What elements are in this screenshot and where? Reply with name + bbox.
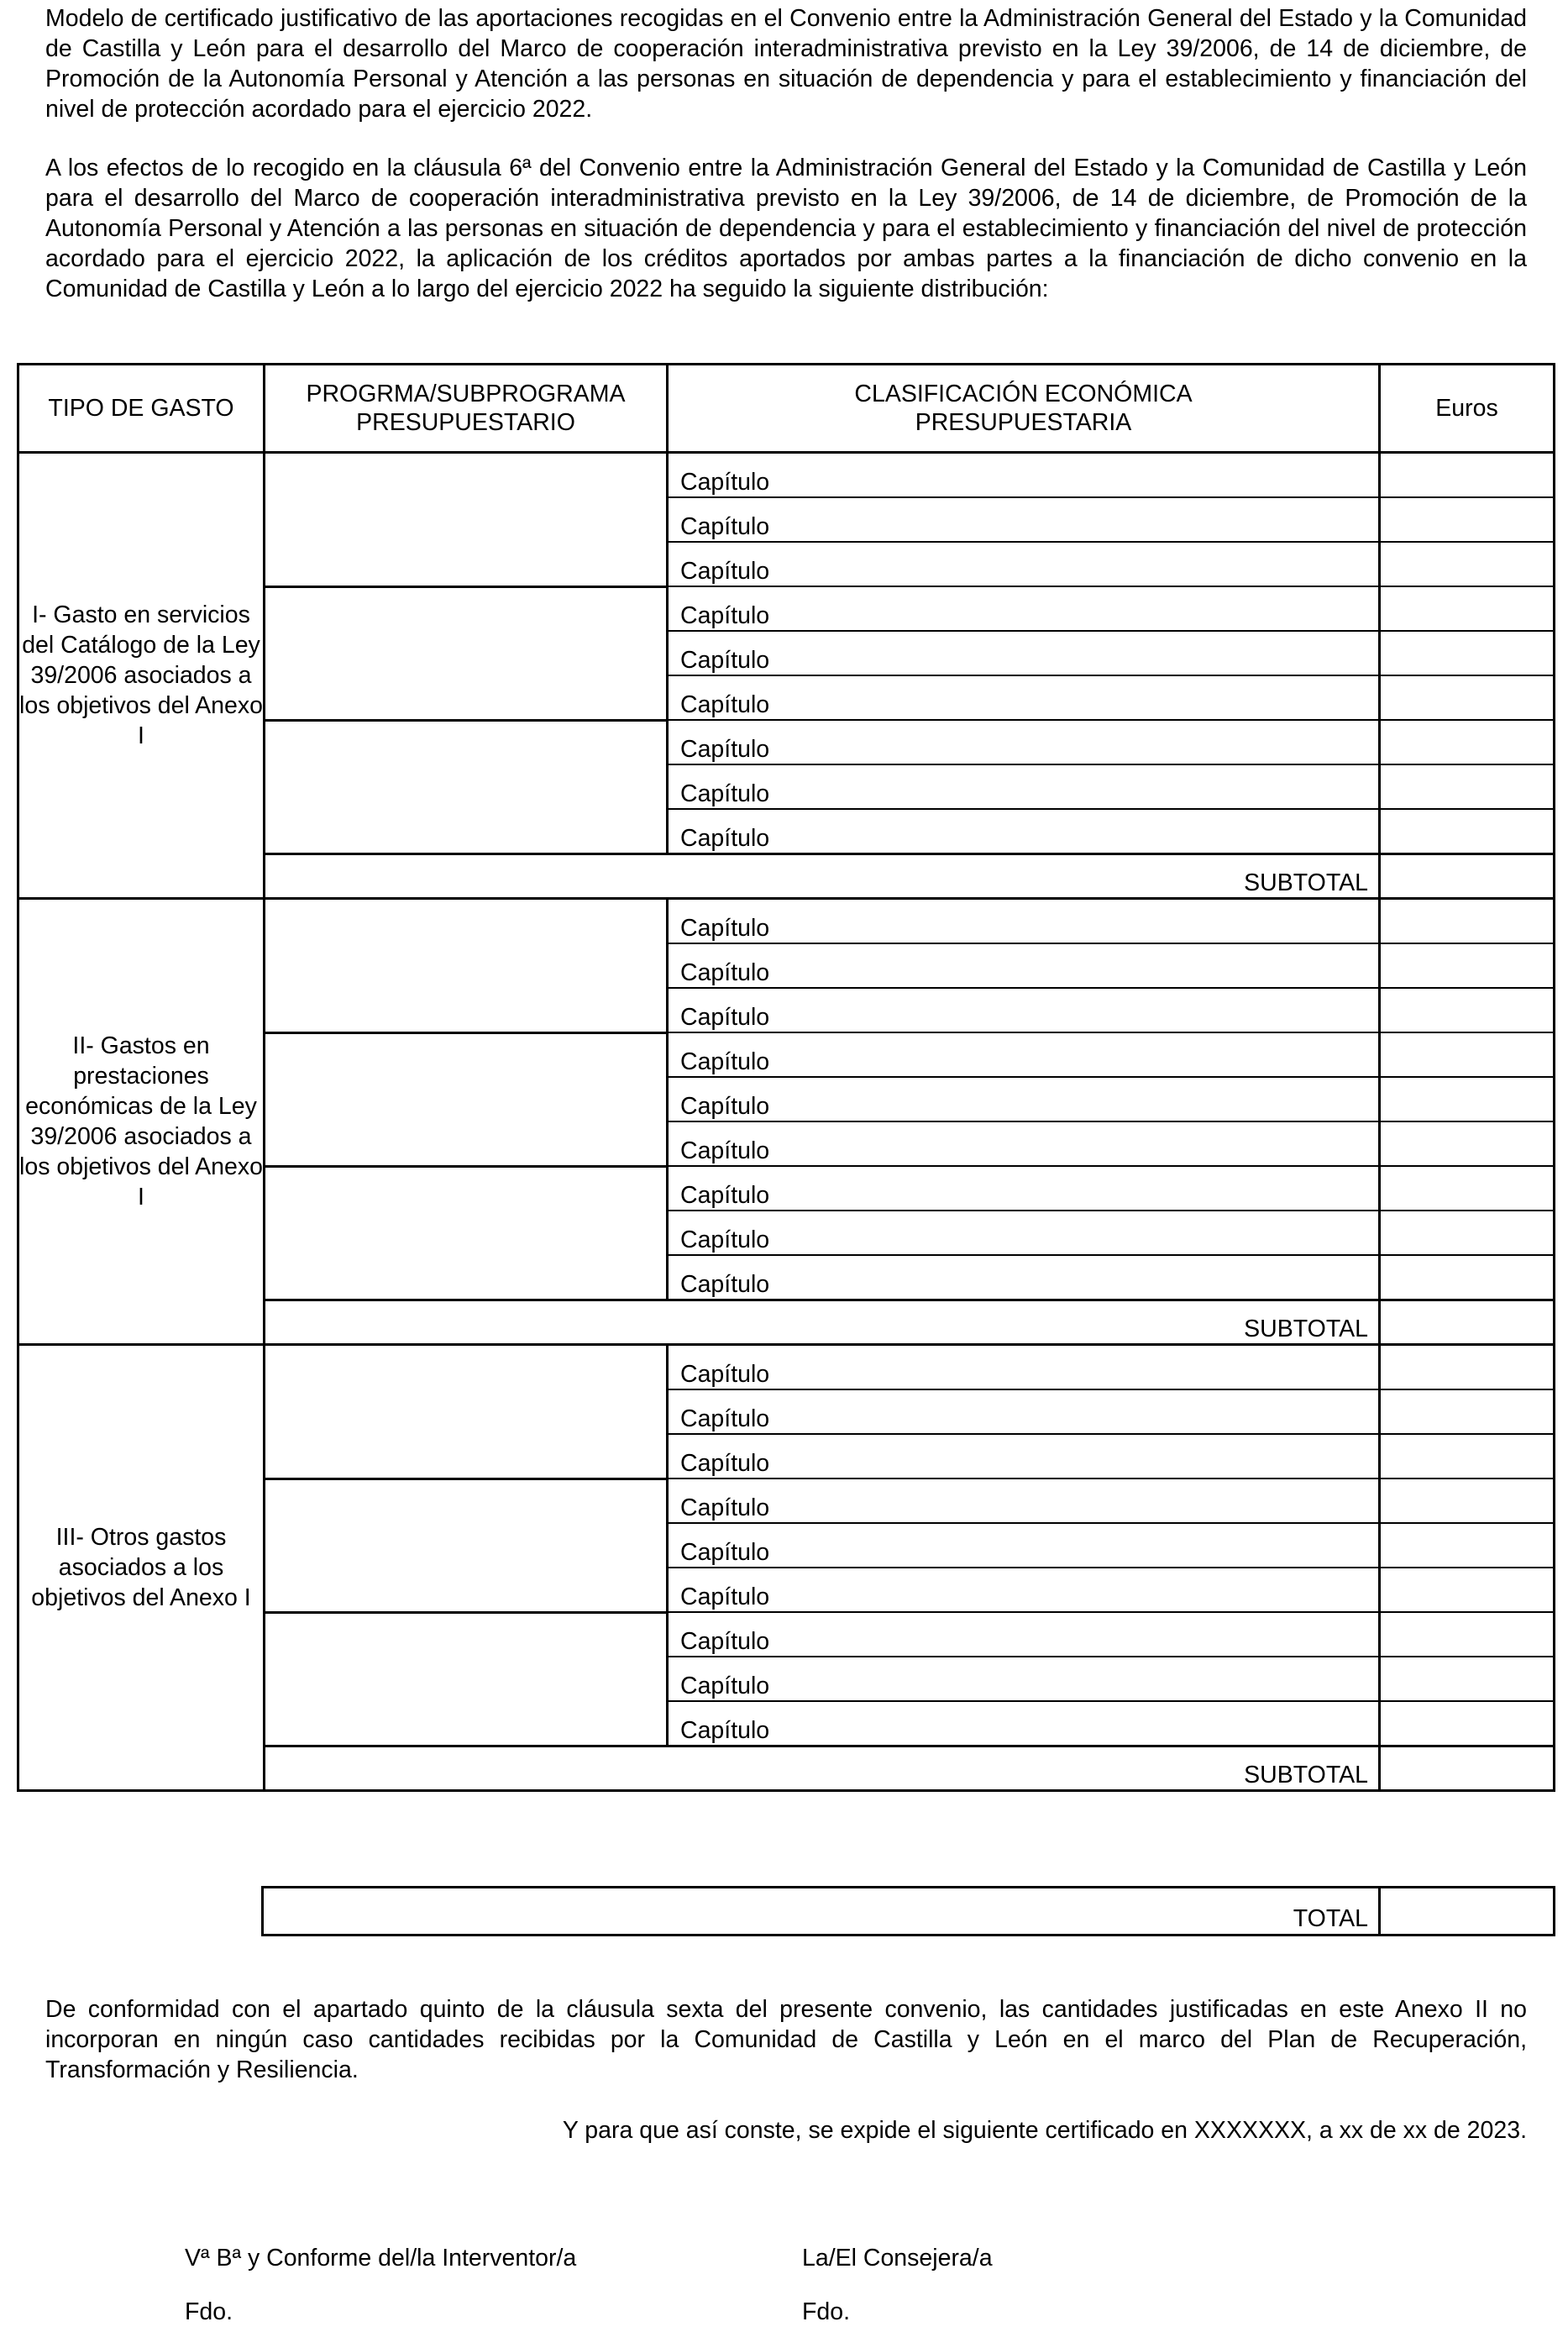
capitulo-cell[interactable]: Capítulo <box>668 809 1380 854</box>
capitulo-cell[interactable]: Capítulo <box>668 1612 1380 1657</box>
euros-cell[interactable] <box>1380 809 1555 854</box>
capitulo-cell[interactable]: Capítulo <box>668 453 1380 498</box>
euros-cell[interactable] <box>1380 988 1555 1032</box>
euros-cell[interactable] <box>1380 631 1555 675</box>
header-clasificacion: CLASIFICACIÓN ECONÓMICA PRESUPUESTARIA <box>668 365 1380 453</box>
capitulo-row <box>18 453 1555 498</box>
euros-cell[interactable] <box>1380 764 1555 809</box>
euros-cell[interactable] <box>1380 720 1555 764</box>
programa-cell[interactable] <box>265 720 668 854</box>
capitulo-cell[interactable]: Capítulo <box>668 1077 1380 1121</box>
total-table <box>261 1886 1555 1936</box>
signature-interventor-title: Vª Bª y Conforme del/la Interventor/a <box>185 2245 577 2272</box>
euros-cell[interactable] <box>1380 1345 1555 1390</box>
header-tipo-gasto: TIPO DE GASTO <box>18 365 265 453</box>
subtotal-label: SUBTOTAL <box>265 854 1380 899</box>
euros-cell[interactable] <box>1380 1166 1555 1211</box>
subtotal-amount-cell[interactable] <box>1380 1300 1555 1345</box>
tipo-gasto-label: III- Otros gastos asociados a los objetivos del Anexo I <box>18 1345 265 1791</box>
capitulo-cell[interactable]: Capítulo <box>668 1345 1380 1390</box>
tipo-gasto-label: I- Gasto en servicios del Catálogo de la Ley 39/2006 asociados a los objetivos del Anexo I <box>18 453 265 899</box>
programa-cell[interactable] <box>265 1345 668 1479</box>
total-row <box>263 1888 1555 1935</box>
capitulo-cell[interactable]: Capítulo <box>668 988 1380 1032</box>
capitulo-cell[interactable]: Capítulo <box>668 764 1380 809</box>
capitulo-cell[interactable]: Capítulo <box>668 720 1380 764</box>
total-label: TOTAL <box>263 1888 1380 1935</box>
euros-cell[interactable] <box>1380 1389 1555 1434</box>
programa-cell[interactable] <box>265 1479 668 1612</box>
euros-cell[interactable] <box>1380 586 1555 631</box>
euros-cell[interactable] <box>1380 497 1555 542</box>
euros-cell[interactable] <box>1380 542 1555 586</box>
euros-cell[interactable] <box>1380 675 1555 720</box>
capitulo-row <box>18 899 1555 944</box>
euros-cell[interactable] <box>1380 1701 1555 1746</box>
euros-cell[interactable] <box>1380 1211 1555 1255</box>
capitulo-cell[interactable]: Capítulo <box>668 1657 1380 1701</box>
certificate-line: Y para que así conste, se expide el siguiente certificado en XXXXXXX, a xx de xx de 2023. <box>562 2117 1527 2144</box>
capitulo-cell[interactable]: Capítulo <box>668 1479 1380 1523</box>
intro-paragraph-distribution: A los efectos de lo recogido en la cláusula 6ª del Convenio entre la Administración General del Estado y la Comunidad de Castilla y León para el desarrollo del Marco de cooperación interadministrativa previsto en la Ley 39/2006, de 14 de diciembre, de Promoción de la Autonomía Personal y Atención a las personas en situación de dependencia y para el establecimiento y financiación del nivel de protección acordado para el ejercicio 2022, la aplicación de los créditos aportados por ambas partes a la financiación de dicho convenio en la Comunidad de Castilla y León a lo largo del ejercicio 2022 ha seguido la siguiente distribución: <box>45 155 1527 302</box>
subtotal-amount-cell[interactable] <box>1380 854 1555 899</box>
programa-cell[interactable] <box>265 899 668 1033</box>
table-header-row <box>18 365 1555 453</box>
capitulo-cell[interactable]: Capítulo <box>668 943 1380 988</box>
signature-interventor-fdo: Fdo. <box>185 2298 233 2325</box>
capitulo-cell[interactable]: Capítulo <box>668 1701 1380 1746</box>
capitulo-cell[interactable]: Capítulo <box>668 899 1380 944</box>
subtotal-label: SUBTOTAL <box>265 1746 1380 1791</box>
euros-cell[interactable] <box>1380 1568 1555 1612</box>
capitulo-cell[interactable]: Capítulo <box>668 1434 1380 1479</box>
euros-cell[interactable] <box>1380 1434 1555 1479</box>
capitulo-cell[interactable]: Capítulo <box>668 1166 1380 1211</box>
euros-cell[interactable] <box>1380 1479 1555 1523</box>
euros-cell[interactable] <box>1380 1657 1555 1701</box>
header-euros: Euros <box>1380 365 1555 453</box>
euros-cell[interactable] <box>1380 1612 1555 1657</box>
capitulo-cell[interactable]: Capítulo <box>668 1255 1380 1300</box>
programa-cell[interactable] <box>265 1166 668 1300</box>
euros-cell[interactable] <box>1380 899 1555 944</box>
capitulo-cell[interactable]: Capítulo <box>668 1032 1380 1077</box>
tipo-gasto-label: II- Gastos en prestaciones económicas de la Ley 39/2006 asociados a los objetivos del Anexo I <box>18 899 265 1345</box>
programa-cell[interactable] <box>265 586 668 720</box>
capitulo-cell[interactable]: Capítulo <box>668 1211 1380 1255</box>
capitulo-cell[interactable]: Capítulo <box>668 497 1380 542</box>
capitulo-cell[interactable]: Capítulo <box>668 1523 1380 1568</box>
capitulo-cell[interactable]: Capítulo <box>668 1568 1380 1612</box>
closing-paragraph: De conformidad con el apartado quinto de la cláusula sexta del presente convenio, las cantidades justificadas en este Anexo II no incorporan en ningún caso cantidades recibidas por la Comunidad de Castilla y León en el marco del Plan de Recuperación, Transformación y Resiliencia. <box>45 1996 1527 2083</box>
intro-paragraph-model: Modelo de certificado justificativo de las aportaciones recogidas en el Convenio entre la Administración General del Estado y la Comunidad de Castilla y León para el desarrollo del Marco de cooperación interadministrativa previsto en la Ley 39/2006, de 14 de diciembre, de Promoción de la Autonomía Personal y Atención a las personas en situación de dependencia y para el establecimiento y financiación del nivel de protección acordado para el ejercicio 2022. <box>45 5 1527 123</box>
capitulo-row <box>18 1345 1555 1390</box>
total-amount-cell[interactable] <box>1380 1888 1555 1935</box>
capitulo-cell[interactable]: Capítulo <box>668 1121 1380 1166</box>
euros-cell[interactable] <box>1380 1255 1555 1300</box>
euros-cell[interactable] <box>1380 1523 1555 1568</box>
programa-cell[interactable] <box>265 1032 668 1166</box>
euros-cell[interactable] <box>1380 1121 1555 1166</box>
programa-cell[interactable] <box>265 1612 668 1746</box>
euros-cell[interactable] <box>1380 1077 1555 1121</box>
subtotal-amount-cell[interactable] <box>1380 1746 1555 1791</box>
programa-cell[interactable] <box>265 453 668 587</box>
capitulo-cell[interactable]: Capítulo <box>668 586 1380 631</box>
capitulo-cell[interactable]: Capítulo <box>668 542 1380 586</box>
signature-consejero-title: La/El Consejera/a <box>802 2245 993 2272</box>
euros-cell[interactable] <box>1380 943 1555 988</box>
expense-table <box>17 363 1555 1792</box>
subtotal-label: SUBTOTAL <box>265 1300 1380 1345</box>
header-programa: PROGRMA/SUBPROGRAMA PRESUPUESTARIO <box>265 365 668 453</box>
capitulo-cell[interactable]: Capítulo <box>668 675 1380 720</box>
euros-cell[interactable] <box>1380 1032 1555 1077</box>
signature-consejero-fdo: Fdo. <box>802 2298 851 2325</box>
euros-cell[interactable] <box>1380 453 1555 498</box>
capitulo-cell[interactable]: Capítulo <box>668 631 1380 675</box>
capitulo-cell[interactable]: Capítulo <box>668 1389 1380 1434</box>
